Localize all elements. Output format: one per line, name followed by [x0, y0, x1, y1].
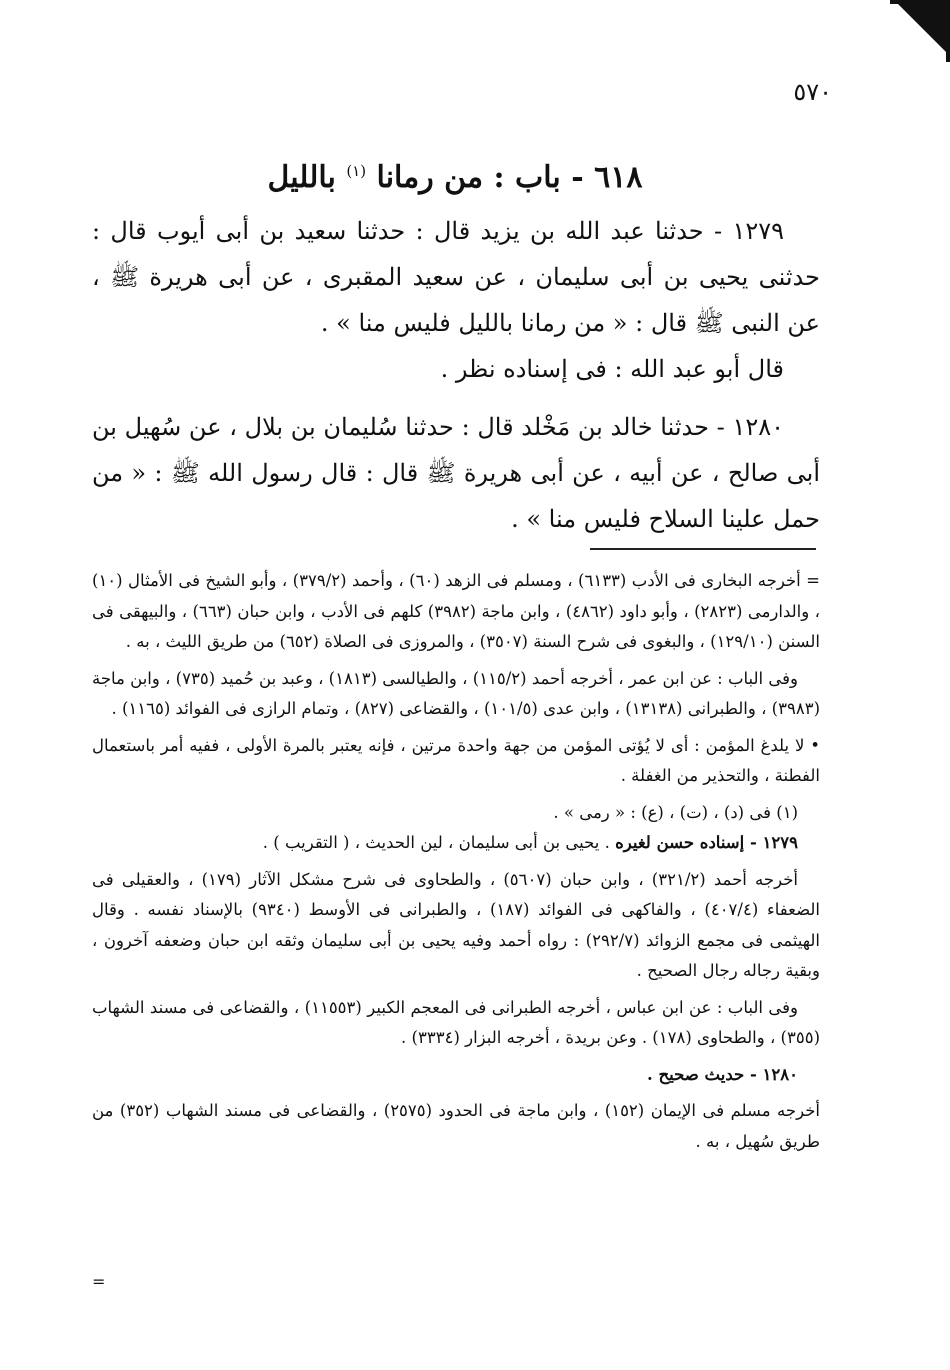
gloss-la-yaldagh: • لا يلدغ المؤمن : أى لا يُؤتى المؤمن من جهة واحدة مرتين ، فإنه يعتبر بالمرة الأولى ، ففيه أمر باستعمال الفطنة ، والتحذير من الغفلة . — [92, 735, 820, 785]
hadith-text — [92, 208, 820, 542]
page-number: ٥٧٠ — [793, 78, 832, 106]
takhrij-continuation: = أخرجه البخارى فى الأدب (٦١٣٣) ، ومسلم فى الزهد (٦٠) ، وأحمد (٣٧٩/٢) ، وأبو الشيخ فى الأمثال (١٠) ، والدارمى (٢٨٢٣) ، وأبو داود (٤٨٦٢) ، وابن ماجة (٣٩٨٢) كلهم فى الأدب ، وابن حبان (٦٦٣) ، والبيهقى فى السنن (١٢٩/١٠) ، والبغوى فى شرح السنة (٣٥٠٧) ، والمروزى فى الصلاة (٦٥٢) من طريق الليث ، به . — [92, 571, 820, 651]
fil-bab-ibn-abbas: وفى الباب : عن ابن عباس ، أخرجه الطبرانى فى المعجم الكبير (١١٥٥٣) ، والقضاعى فى مسند الشهاب (٣٥٥) ، والطحاوى (١٧٨) . وعن بريدة ، أخرجه البزار (٣٣٣٤) . — [92, 997, 820, 1047]
takhrij-1280: أخرجه مسلم فى الإيمان (١٥٢) ، وابن ماجة فى الحدود (٢٥٧٥) ، والقضاعى فى مسند الشهاب (٣٥٢) من طريق سُهيل ، به . — [92, 1101, 820, 1151]
chapter-title-text: ٦١٨ - باب : من رمانا — [376, 160, 643, 195]
footnote-separator — [590, 548, 816, 550]
variant-note: (١) فى (د) ، (ت) ، (ع) : « رمى » . — [553, 802, 798, 822]
footnotes — [92, 566, 820, 1157]
grade-1279 — [92, 828, 820, 859]
grade-1280 — [92, 1060, 820, 1091]
takhrij-1279: أخرجه أحمد (٣٢١/٢) ، وابن حبان (٥٦٠٧) ، والطحاوى فى شرح مشكل الآثار (١٧٩) ، والعقيلى فى الضعفاء (٤٠٧/٤) ، والفاكهى فى الفوائد (١٨٧) ، والطبرانى فى الأوسط (٩٣٤٠) بالإسناد نفسه . وقال الهيثمى فى مجمع الزوائد (٢٩٢/٧) : رواه أحمد وفيه يحيى بن أبى سليمان وثقه ابن حبان وضعفه آخرون ، وبقية رجاله رجال الصحيح . — [92, 869, 820, 980]
continuation-mark: = — [92, 1272, 106, 1291]
fil-bab-ibn-umar: وفى الباب : عن ابن عمر ، أخرجه أحمد (١١٥/٢) ، والطيالسى (١٨١٣) ، وعبد بن حُميد (٧٣٥) ، وابن ماجة (٣٩٨٣) ، والطبرانى (١٣١٣٨) ، وابن عدى (١٠١/٥) ، والقضاعى (٨٢٧) ، وتمام الرازى فى الفوائد (١١٦٥) . — [91, 668, 820, 718]
grade-1280-label: ١٢٨٠ - حديث صحيح . — [647, 1064, 798, 1084]
chapter-title-end: بالليل — [267, 160, 336, 195]
hadith-1279-comment: قال أبو عبد الله : فى إسناده نظر . — [440, 355, 784, 383]
chapter-title-note-ref: (١) — [346, 162, 367, 180]
grade-1279-label: ١٢٧٩ - إسناده حسن لغيره — [615, 833, 798, 852]
page-corner-mark — [890, 0, 950, 62]
hadith-1279: ١٢٧٩ - حدثنا عبد الله بن يزيد قال : حدثنا سعيد بن أبى أيوب قال : حدثنى يحيى بن أبى سليمان ، عن سعيد المقبرى ، عن أبى هريرة ﷺ ، عن النبى ﷺ قال : « من رمانا بالليل فليس منا » . — [92, 217, 820, 337]
grade-1279-rest: . يحيى بن أبى سليمان ، لين الحديث ، ( التقريب ) . — [262, 833, 610, 852]
chapter-title — [0, 150, 910, 199]
hadith-1280: ١٢٨٠ - حدثنا خالد بن مَخْلد قال : حدثنا سُليمان بن بلال ، عن سُهيل بن أبى صالح ، عن أبيه ، عن أبى هريرة ﷺ قال : قال رسول الله ﷺ : « من حمل علينا السلاح فليس منا » . — [92, 413, 821, 533]
